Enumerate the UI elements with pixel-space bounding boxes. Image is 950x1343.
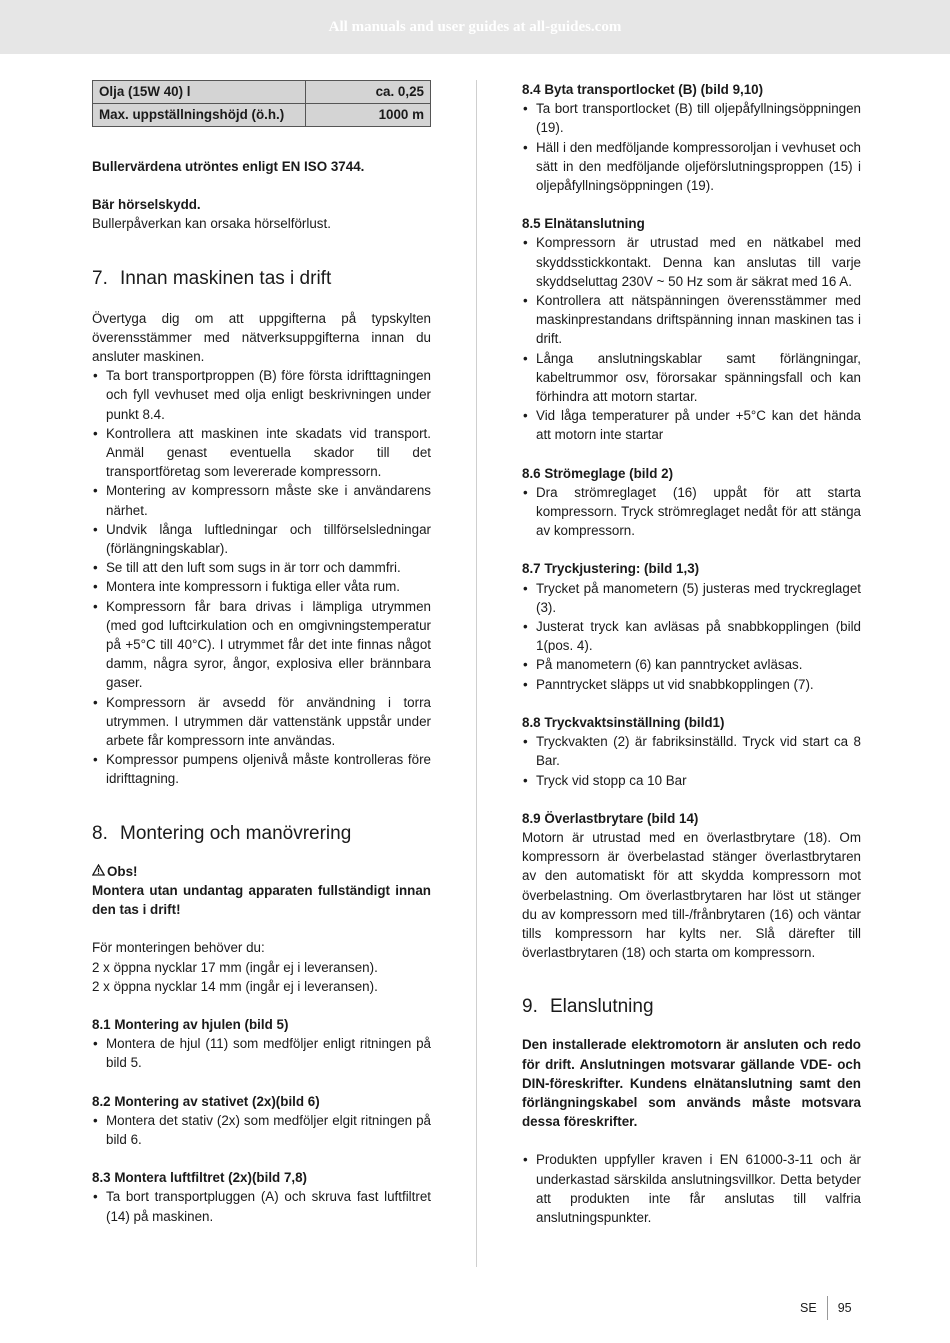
subsection-8-3-title: 8.3 Montera luftfiltret (2x)(bild 7,8) [92, 1170, 308, 1186]
subsection-8-4-list [522, 99, 861, 195]
subsection-8-8-list [522, 732, 861, 790]
section-9-heading [522, 995, 861, 1019]
column-divider [476, 80, 477, 1267]
subsection-8-9-text: Motorn är utrustad med en överlastbrytare (18). Om kompressorn är överbelastad stänger överlastbrytaren av den automatiskt för att skydda kompressorn mot överbelastning. Om överlastbrytaren har löst ut stänger du av kompressorn med till-/frånbrytaren (16) och väntar tills kompressorn har kylts ner. Slå därefter till överlastbrytaren (18) och starta om kompressorn. [522, 829, 861, 961]
left-column [92, 80, 431, 1226]
list-item: • Vid låga temperaturer på under +5°C kan det hända att motorn inte startar [522, 406, 861, 444]
page-footer [800, 1296, 852, 1320]
page-number: 95 [837, 1301, 852, 1315]
list-item: • Montering av kompressorn måste ske i användarens närhet. [92, 481, 431, 519]
section-title: Elanslutning [550, 996, 654, 1018]
warning-title: Obs! [92, 862, 431, 881]
subsection-8-3-list [92, 1187, 431, 1225]
list-item: • Tryckvakten (2) är fabriksinställd. Tryck vid start ca 8 Bar. [522, 732, 861, 770]
list-item: • Kompressor pumpens oljenivå måste kontrolleras före idrifttagning. [92, 750, 431, 788]
subsection-8-8-title: 8.8 Tryckvaktsinställning (bild1) [522, 714, 725, 730]
hearing-heading: Bär hörselskydd. [92, 197, 201, 213]
section-7-list [92, 366, 431, 788]
warning-text: Montera utan undantag apparaten fullständigt innan den tas i drift! [92, 882, 431, 918]
spec-table [92, 80, 431, 127]
section-title: Innan maskinen tas i drift [120, 267, 332, 289]
section-7-intro: Övertyga dig om att uppgifterna på typskylten överensstämmer med nätverksuppgifterna innan du ansluter maskinen. [92, 310, 431, 365]
list-item: • Kontrollera att maskinen inte skadats vid transport. Anmäl genast eventuella skador till det transportföretag som levererade kompressorn. [92, 424, 431, 482]
list-item: • Montera de hjul (11) som medföljer enligt ritningen på bild 5. [92, 1034, 431, 1072]
subsection-8-1-title: 8.1 Montering av hjulen (bild 5) [92, 1016, 289, 1032]
hearing-text: Bullerpåverkan kan orsaka hörselförlust. [92, 216, 331, 232]
list-item: • Långa anslutningskablar samt förlängningar, kabeltrummor osv, förorsakar spänningsfall och kan förhindra att motorn startar. [522, 349, 861, 407]
subsection-8-2-title: 8.2 Montering av stativet (2x)(bild 6) [92, 1093, 320, 1109]
list-item: • Montera inte kompressorn i fuktiga eller våta rum. [92, 577, 431, 596]
tools-line: 2 x öppna nycklar 17 mm (ingår ej i leveransen). [92, 959, 378, 975]
subsection-8-9-title: 8.9 Överlastbrytare (bild 14) [522, 810, 699, 826]
section-7-heading [92, 267, 431, 291]
list-item: • Kompressorn får bara drivas i lämpliga utrymmen (med god luftcirkulation och en omgivningstemperatur på +5°C till 40°C). I utrymmet får det inte finnas något damm, några syror, ångor, explosiva eller brännbara gaser. [92, 597, 431, 693]
top-banner [0, 0, 950, 54]
spec-value: 1000 m [306, 104, 431, 127]
subsection-8-2-list [92, 1111, 431, 1149]
subsection-8-6-title: 8.6 Strömeglage (bild 2) [522, 465, 674, 481]
table-row [93, 81, 431, 104]
spec-label: Max. uppställningshöjd (ö.h.) [93, 104, 306, 127]
list-item: • Dra strömreglaget (16) uppåt för att starta kompressorn. Tryck strömreglaget nedåt för att stänga av kompressorn. [522, 483, 861, 541]
list-item: • Tryck vid stopp ca 10 Bar [522, 771, 861, 790]
section-8-heading [92, 822, 431, 846]
spec-label: Olja (15W 40) l [93, 81, 306, 104]
list-item: • Ta bort transportproppen (B) före första idrifttagningen och fyll vevhuset med olja enligt beskrivningen under punkt 8.4. [92, 366, 431, 424]
tools-line: 2 x öppna nycklar 14 mm (ingår ej i leveransen). [92, 978, 378, 994]
list-item: • Häll i den medföljande kompressoroljan i vevhuset och sätt in den medföljande oljeförslutningsproppen (15) i oljepåfyllningsöppningen (19). [522, 138, 861, 196]
list-item: • Montera det stativ (2x) som medföljer elgit ritningen på bild 6. [92, 1111, 431, 1149]
section-9-bold-text: Den installerade elektromotorn är ansluten och redo för drift. Anslutningen motsvarar gällande VDE- och DIN-föreskrifter. Kundens elnätanslutning samt den förlängningskabel som används måste motsvara dessa föreskrifter. [522, 1037, 861, 1130]
section-9-list [522, 1150, 861, 1227]
subsection-8-7-list [522, 579, 861, 694]
list-item: • Se till att den luft som sugs in är torr och dammfri. [92, 558, 431, 577]
subsection-8-4-title: 8.4 Byta transportlocket (B) (bild 9,10) [522, 82, 764, 97]
subsection-8-6-list [522, 483, 861, 541]
section-title: Montering och manövrering [120, 822, 352, 844]
spec-value: ca. 0,25 [306, 81, 431, 104]
section-number: 7. [92, 267, 108, 289]
list-item: • Ta bort transportlocket (B) till oljepåfyllningsöppningen (19). [522, 99, 861, 137]
list-item: • Produkten uppfyller kraven i EN 61000-3-11 och är underkastad särskilda anslutningsvillkor. Detta betyder att produkten inte får anslutas till valfria anslutningspunkter. [522, 1150, 861, 1227]
subsection-8-5-title: 8.5 Elnätanslutning [522, 216, 645, 232]
subsection-8-1-list [92, 1034, 431, 1072]
noise-note: Bullervärdena utröntes enligt EN ISO 3744. [92, 159, 365, 174]
warning-triangle-icon [92, 862, 107, 881]
list-item: • Trycket på manometern (5) justeras med tryckreglaget (3). [522, 579, 861, 617]
list-item: • Ta bort transportpluggen (A) och skruva fast luftfiltret (14) på maskinen. [92, 1187, 431, 1225]
list-item: • Kontrollera att nätspänningen överensstämmer med maskinprestandans driftspänning innan maskinen tas i drift. [522, 291, 861, 349]
subsection-8-5-list [522, 233, 861, 444]
list-item: • Justerat tryck kan avläsas på snabbkopplingen (bild 1(pos. 4). [522, 617, 861, 655]
footer-divider [827, 1296, 828, 1320]
right-column [522, 80, 861, 1227]
subsection-8-7-title: 8.7 Tryckjustering: (bild 1,3) [522, 561, 700, 577]
language-code: SE [800, 1301, 817, 1315]
list-item: • På manometern (6) kan panntrycket avläsas. [522, 655, 861, 674]
list-item: • Panntrycket släpps ut vid snabbkopplingen (7). [522, 675, 861, 694]
list-item: • Kompressorn är utrustad med en nätkabel med skyddsstickkontakt. Denna kan anslutas till varje skyddseluttag 230V ~ 50 Hz som är säkrat med 16 A. [522, 233, 861, 291]
list-item: • Undvik långa luftledningar och tillförselsledningar (förlängningskablar). [92, 520, 431, 558]
tools-line: För monteringen behöver du: [92, 940, 265, 956]
section-number: 8. [92, 822, 108, 844]
section-number: 9. [522, 996, 538, 1018]
banner-text: All manuals and user guides at all-guides.com [328, 18, 622, 35]
table-row [93, 104, 431, 127]
list-item: • Kompressorn är avsedd för användning i torra utrymmen. I utrymmen där vattenstänk uppstår under arbete får kompressorn inte användas. [92, 693, 431, 751]
